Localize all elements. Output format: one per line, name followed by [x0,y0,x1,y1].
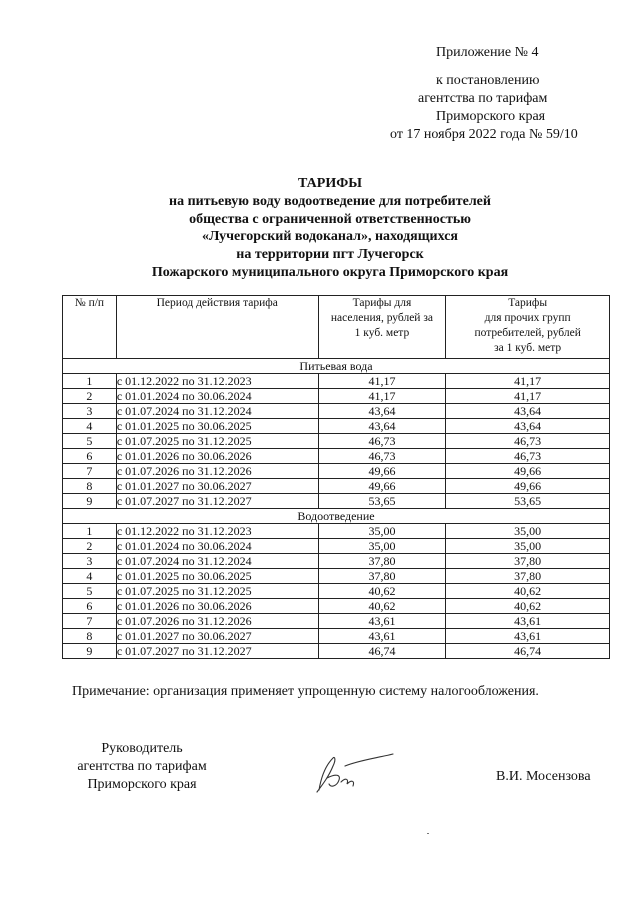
row-number: 4 [63,419,117,434]
row-number: 7 [63,464,117,479]
row-others-tariff: 35,00 [446,539,610,554]
row-others-tariff: 53,65 [446,494,610,509]
row-period: с 01.07.2025 по 31.12.2025 [116,434,318,449]
row-population-tariff: 49,66 [318,479,446,494]
section-title: Питьевая вода [63,359,610,374]
row-period: с 01.01.2027 по 30.06.2027 [116,479,318,494]
appendix-line: от 17 ноября 2022 года № 59/10 [390,127,578,142]
row-population-tariff: 49,66 [318,464,446,479]
handwritten-signature [305,748,395,798]
row-others-tariff: 40,62 [446,584,610,599]
row-population-tariff: 46,73 [318,449,446,464]
row-population-tariff: 41,17 [318,389,446,404]
header-others [446,296,610,359]
row-population-tariff: 37,80 [318,554,446,569]
signer-title-line: Приморского края [87,777,197,792]
row-period: с 01.07.2024 по 31.12.2024 [116,404,318,419]
appendix-number: Приложение № 4 [436,45,539,60]
table-row [63,569,610,584]
header-population-line: населения, рублей за [330,312,433,324]
header-others-line: потребителей, рублей [474,327,581,339]
row-others-tariff: 41,17 [446,374,610,389]
row-population-tariff: 41,17 [318,374,446,389]
scan-speck [427,833,429,834]
row-population-tariff: 43,64 [318,419,446,434]
table-header-row [63,296,610,359]
row-number: 2 [63,539,117,554]
row-others-tariff: 43,61 [446,629,610,644]
table-row [63,479,610,494]
row-population-tariff: 37,80 [318,569,446,584]
table-row [63,404,610,419]
section-row [63,509,610,524]
header-population [318,296,446,359]
note: Примечание: организация применяет упрощенную систему налогообложения. [72,684,539,699]
section-title: Водоотведение [63,509,610,524]
row-others-tariff: 49,66 [446,464,610,479]
appendix-line: к постановлению [436,73,540,88]
title-line: Пожарского муниципального округа Приморского края [151,264,509,280]
row-period: с 01.07.2026 по 31.12.2026 [116,614,318,629]
row-number: 9 [63,644,117,659]
row-number: 5 [63,584,117,599]
row-period: с 01.12.2022 по 31.12.2023 [116,374,318,389]
row-period: с 01.12.2022 по 31.12.2023 [116,524,318,539]
table-row [63,419,610,434]
row-number: 6 [63,599,117,614]
row-population-tariff: 35,00 [318,539,446,554]
table-row [63,554,610,569]
table-row [63,539,610,554]
row-population-tariff: 35,00 [318,524,446,539]
row-population-tariff: 43,61 [318,629,446,644]
document-title [100,175,560,282]
table-row [63,584,610,599]
row-others-tariff: 49,66 [446,479,610,494]
signer-title [72,740,212,794]
row-number: 1 [63,524,117,539]
row-period: с 01.01.2027 по 30.06.2027 [116,629,318,644]
title-line: общества с ограниченной ответственностью [189,211,471,227]
table-row [63,614,610,629]
row-others-tariff: 43,64 [446,404,610,419]
header-others-line: Тарифы [508,297,548,309]
tariff-table [62,295,610,659]
appendix-line: Приморского края [436,109,546,124]
signer-title-line: Руководитель [101,741,183,756]
table-body [63,359,610,659]
row-others-tariff: 41,17 [446,389,610,404]
row-population-tariff: 40,62 [318,599,446,614]
title-line: «Лучегорский водоканал», находящихся [202,229,458,245]
row-others-tariff: 46,73 [446,449,610,464]
row-population-tariff: 43,61 [318,614,446,629]
table-row [63,374,610,389]
appendix-line: агентства по тарифам [418,91,548,106]
table-row [63,434,610,449]
table-row [63,644,610,659]
row-others-tariff: 37,80 [446,569,610,584]
row-period: с 01.01.2026 по 30.06.2026 [116,449,318,464]
row-period: с 01.01.2024 по 30.06.2024 [116,539,318,554]
row-number: 6 [63,449,117,464]
table-row [63,449,610,464]
row-population-tariff: 43,64 [318,404,446,419]
section-row [63,359,610,374]
signer-title-line: агентства по тарифам [77,759,207,774]
table-row [63,629,610,644]
header-period: Период действия тарифа [116,296,318,359]
row-others-tariff: 43,61 [446,614,610,629]
title-line: на территории пгт Лучегорск [236,247,424,263]
title-heading: ТАРИФЫ [298,176,362,191]
row-population-tariff: 53,65 [318,494,446,509]
row-period: с 01.07.2025 по 31.12.2025 [116,584,318,599]
row-number: 3 [63,554,117,569]
row-others-tariff: 35,00 [446,524,610,539]
row-period: с 01.07.2026 по 31.12.2026 [116,464,318,479]
row-period: с 01.01.2026 по 30.06.2026 [116,599,318,614]
row-number: 4 [63,569,117,584]
table-row [63,464,610,479]
signer-name: В.И. Мосензова [496,769,591,784]
table-row [63,599,610,614]
table-row [63,494,610,509]
table-row [63,389,610,404]
row-others-tariff: 43,64 [446,419,610,434]
row-number: 7 [63,614,117,629]
row-period: с 01.07.2027 по 31.12.2027 [116,644,318,659]
row-number: 2 [63,389,117,404]
row-period: с 01.07.2024 по 31.12.2024 [116,554,318,569]
row-number: 5 [63,434,117,449]
row-others-tariff: 37,80 [446,554,610,569]
row-number: 3 [63,404,117,419]
row-number: 8 [63,479,117,494]
row-period: с 01.01.2025 по 30.06.2025 [116,569,318,584]
row-period: с 01.01.2024 по 30.06.2024 [116,389,318,404]
header-others-line: для прочих групп [484,312,571,324]
table-row [63,524,610,539]
row-period: с 01.07.2027 по 31.12.2027 [116,494,318,509]
header-others-line: за 1 куб. метр [494,342,562,354]
header-population-line: 1 куб. метр [354,327,410,339]
row-number: 1 [63,374,117,389]
header-num: № п/п [63,296,117,359]
title-line: на питьевую воду водоотведение для потребителей [169,193,491,209]
header-population-line: Тарифы для [352,297,412,309]
row-others-tariff: 46,73 [446,434,610,449]
row-population-tariff: 40,62 [318,584,446,599]
row-period: с 01.01.2025 по 30.06.2025 [116,419,318,434]
row-number: 8 [63,629,117,644]
row-others-tariff: 46,74 [446,644,610,659]
row-number: 9 [63,494,117,509]
row-population-tariff: 46,73 [318,434,446,449]
row-population-tariff: 46,74 [318,644,446,659]
row-others-tariff: 40,62 [446,599,610,614]
